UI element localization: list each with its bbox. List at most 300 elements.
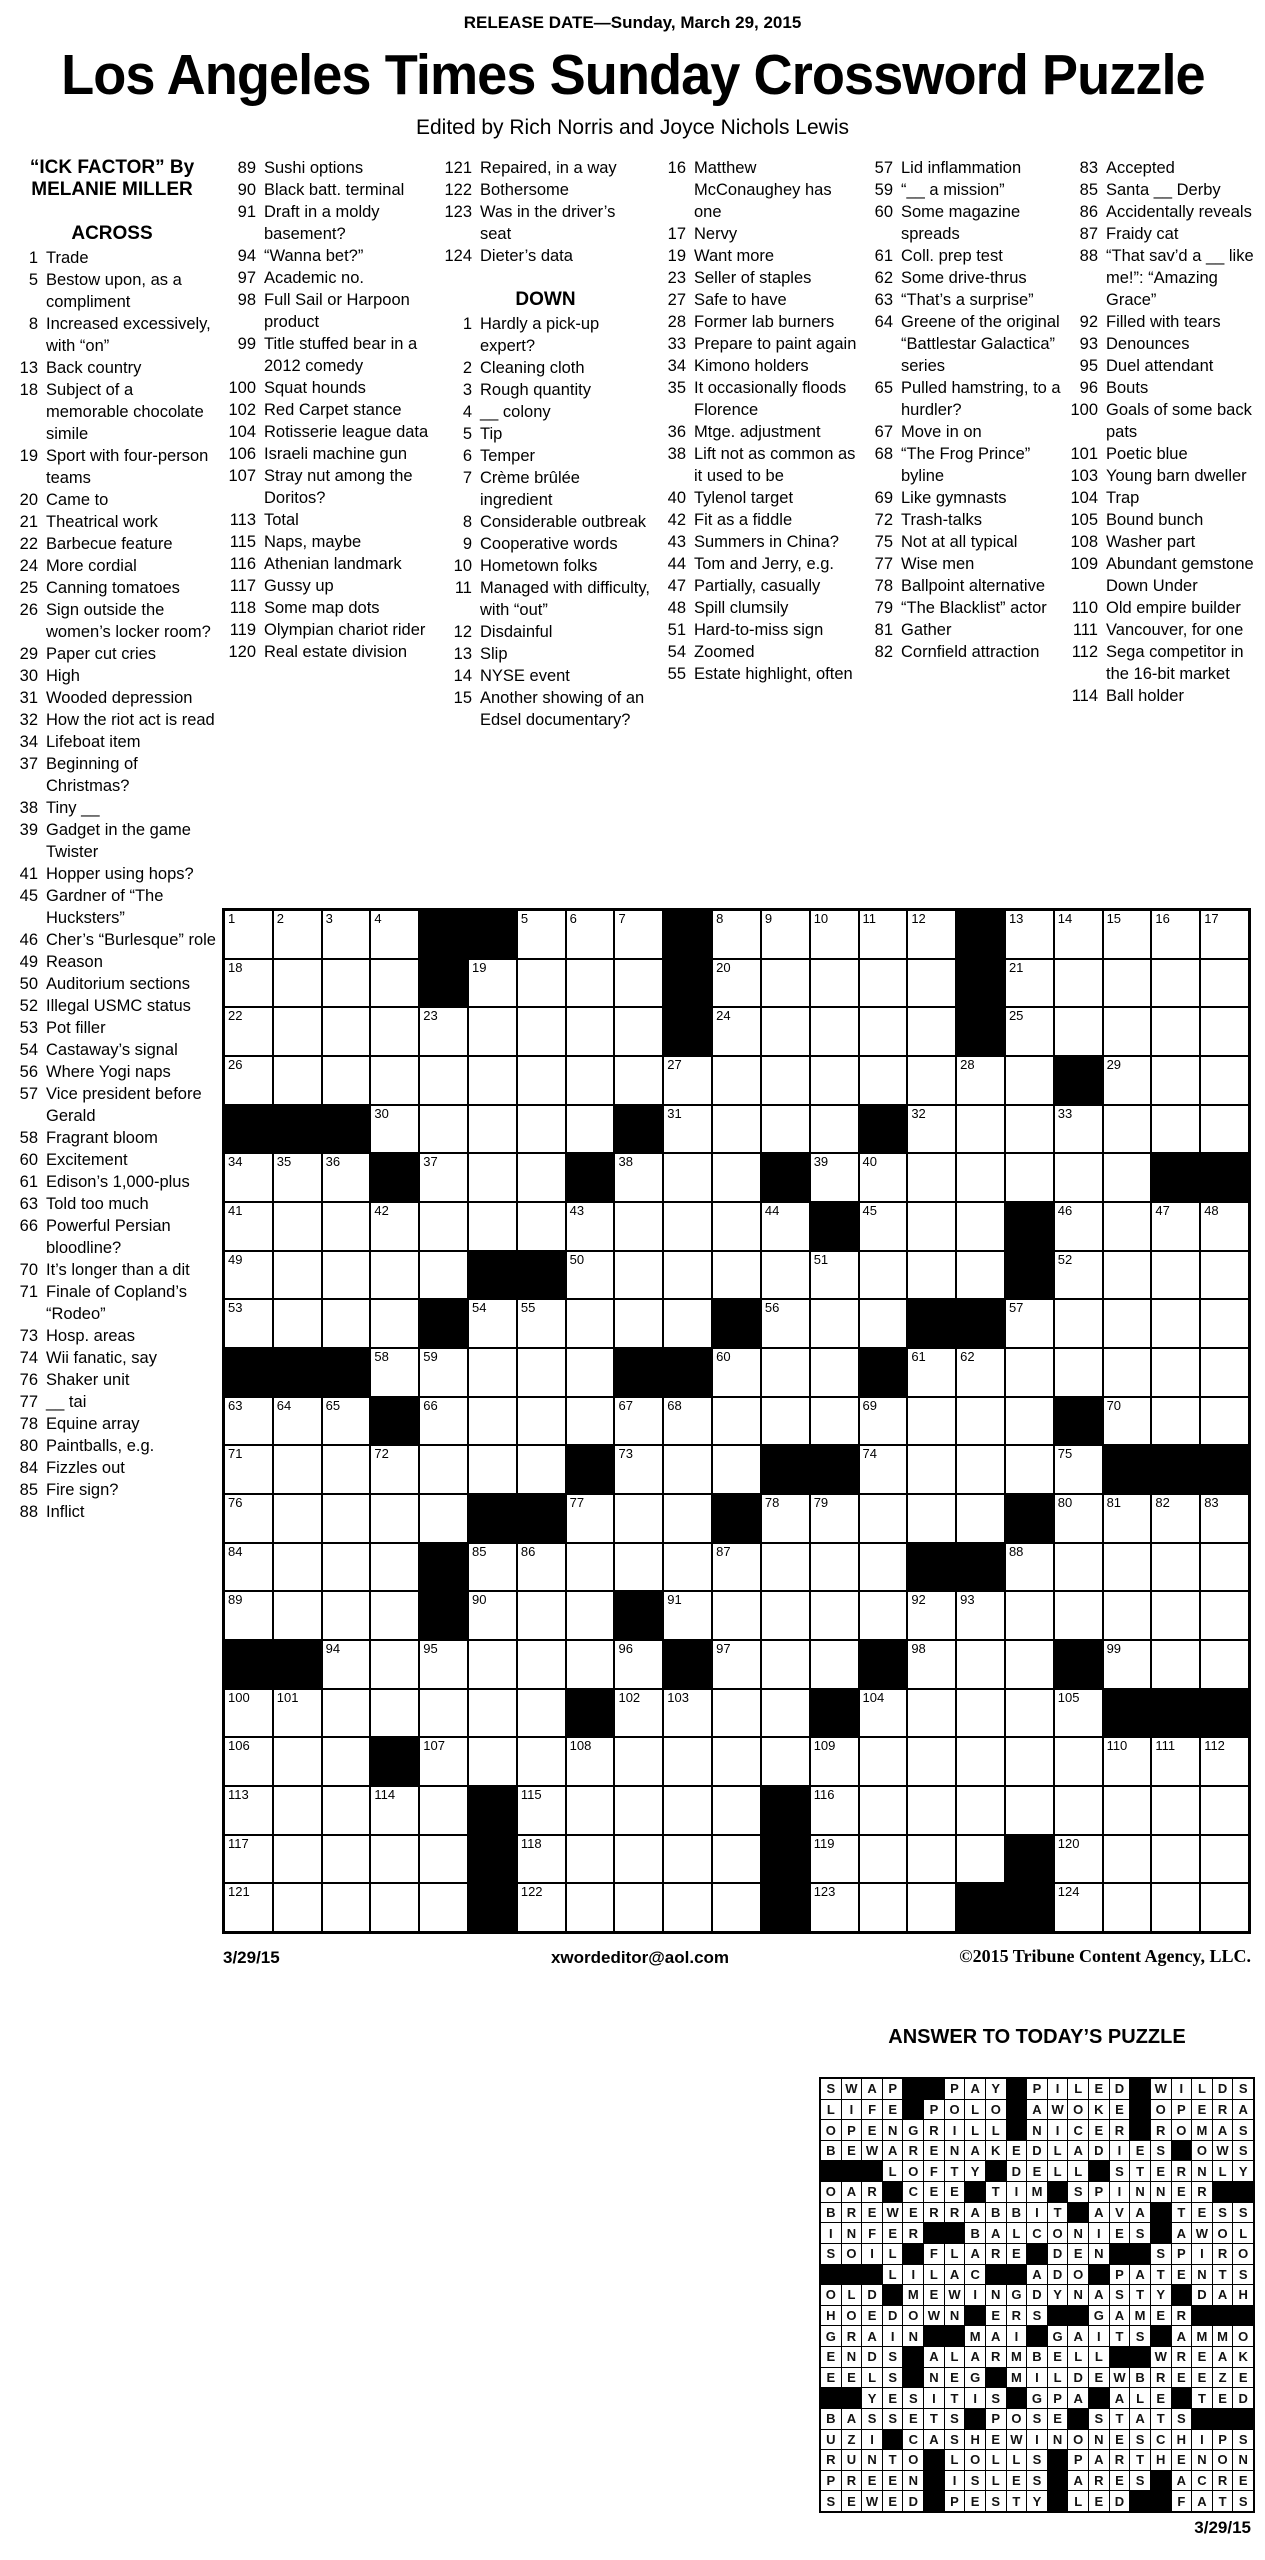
grid-cell[interactable]	[1201, 1106, 1248, 1153]
grid-cell[interactable]	[469, 1641, 516, 1688]
grid-cell[interactable]	[1006, 911, 1053, 958]
grid-cell[interactable]	[1201, 1057, 1248, 1104]
grid-cell[interactable]	[762, 1300, 809, 1347]
grid-cell[interactable]	[1152, 1884, 1199, 1931]
grid-cell[interactable]	[811, 1641, 858, 1688]
grid-cell[interactable]	[713, 1738, 760, 1785]
grid-cell[interactable]	[860, 1300, 907, 1347]
grid-cell[interactable]	[762, 1349, 809, 1396]
grid-cell[interactable]	[225, 1203, 272, 1250]
grid-cell[interactable]	[225, 911, 272, 958]
grid-cell[interactable]	[371, 1495, 418, 1542]
grid-cell[interactable]	[274, 960, 321, 1007]
grid-cell[interactable]	[860, 1446, 907, 1493]
grid-cell[interactable]	[713, 1203, 760, 1250]
grid-cell[interactable]	[713, 1057, 760, 1104]
grid-cell[interactable]	[811, 960, 858, 1007]
grid-cell[interactable]	[1104, 1203, 1151, 1250]
grid-cell[interactable]	[811, 1008, 858, 1055]
grid-cell[interactable]	[420, 1884, 467, 1931]
grid-cell[interactable]	[323, 1057, 370, 1104]
grid-cell[interactable]	[371, 1836, 418, 1883]
grid-cell[interactable]	[713, 1252, 760, 1299]
grid-cell[interactable]	[664, 1446, 711, 1493]
grid-cell[interactable]	[469, 1300, 516, 1347]
grid-cell[interactable]	[713, 1398, 760, 1445]
grid-cell[interactable]	[615, 1641, 662, 1688]
grid-cell[interactable]	[908, 1592, 955, 1639]
grid-cell[interactable]	[469, 1008, 516, 1055]
grid-cell[interactable]	[908, 1008, 955, 1055]
grid-cell[interactable]	[518, 1836, 565, 1883]
grid-cell[interactable]	[1104, 1349, 1151, 1396]
grid-cell[interactable]	[567, 960, 614, 1007]
grid-cell[interactable]	[1104, 1592, 1151, 1639]
grid-cell[interactable]	[420, 1446, 467, 1493]
grid-cell[interactable]	[664, 1544, 711, 1591]
grid-cell[interactable]	[762, 1106, 809, 1153]
grid-cell[interactable]	[469, 960, 516, 1007]
grid-cell[interactable]	[225, 1836, 272, 1883]
grid-cell[interactable]	[225, 1154, 272, 1201]
grid-cell[interactable]	[615, 1057, 662, 1104]
grid-cell[interactable]	[469, 1203, 516, 1250]
grid-cell[interactable]	[762, 960, 809, 1007]
grid-cell[interactable]	[908, 1690, 955, 1737]
grid-cell[interactable]	[664, 1252, 711, 1299]
grid-cell[interactable]	[860, 1154, 907, 1201]
grid-cell[interactable]	[225, 1544, 272, 1591]
grid-cell[interactable]	[1104, 1057, 1151, 1104]
grid-cell[interactable]	[323, 1641, 370, 1688]
grid-cell[interactable]	[420, 1787, 467, 1834]
grid-cell[interactable]	[1055, 960, 1102, 1007]
grid-cell[interactable]	[225, 1057, 272, 1104]
grid-cell[interactable]	[713, 1349, 760, 1396]
grid-cell[interactable]	[860, 1738, 907, 1785]
grid-cell[interactable]	[371, 1300, 418, 1347]
grid-cell[interactable]	[371, 1008, 418, 1055]
grid-cell[interactable]	[615, 1495, 662, 1542]
grid-cell[interactable]	[811, 911, 858, 958]
grid-cell[interactable]	[567, 1544, 614, 1591]
grid-cell[interactable]	[518, 1398, 565, 1445]
grid-cell[interactable]	[615, 1787, 662, 1834]
grid-cell[interactable]	[811, 1349, 858, 1396]
grid-cell[interactable]	[225, 1252, 272, 1299]
grid-cell[interactable]	[518, 1300, 565, 1347]
grid-cell[interactable]	[518, 911, 565, 958]
grid-cell[interactable]	[1152, 1495, 1199, 1542]
grid-cell[interactable]	[908, 1446, 955, 1493]
grid-cell[interactable]	[420, 1738, 467, 1785]
grid-cell[interactable]	[518, 1349, 565, 1396]
grid-cell[interactable]	[1104, 1008, 1151, 1055]
grid-cell[interactable]	[420, 1252, 467, 1299]
grid-cell[interactable]	[274, 1690, 321, 1737]
grid-cell[interactable]	[1201, 911, 1248, 958]
grid-cell[interactable]	[713, 911, 760, 958]
grid-cell[interactable]	[371, 960, 418, 1007]
grid-cell[interactable]	[1104, 1836, 1151, 1883]
grid-cell[interactable]	[1152, 1057, 1199, 1104]
grid-cell[interactable]	[1152, 1203, 1199, 1250]
grid-cell[interactable]	[713, 1106, 760, 1153]
grid-cell[interactable]	[567, 1057, 614, 1104]
grid-cell[interactable]	[420, 1398, 467, 1445]
grid-cell[interactable]	[1006, 1008, 1053, 1055]
grid-cell[interactable]	[1152, 1738, 1199, 1785]
grid-cell[interactable]	[762, 1641, 809, 1688]
grid-cell[interactable]	[1006, 1641, 1053, 1688]
grid-cell[interactable]	[274, 1544, 321, 1591]
grid-cell[interactable]	[323, 911, 370, 958]
grid-cell[interactable]	[518, 1057, 565, 1104]
grid-cell[interactable]	[371, 1787, 418, 1834]
grid-cell[interactable]	[469, 1057, 516, 1104]
grid-cell[interactable]	[908, 1106, 955, 1153]
grid-cell[interactable]	[1152, 1252, 1199, 1299]
grid-cell[interactable]	[1006, 1106, 1053, 1153]
grid-cell[interactable]	[762, 1495, 809, 1542]
grid-cell[interactable]	[420, 1203, 467, 1250]
grid-cell[interactable]	[615, 1008, 662, 1055]
grid-cell[interactable]	[225, 1690, 272, 1737]
grid-cell[interactable]	[274, 1008, 321, 1055]
grid-cell[interactable]	[860, 1495, 907, 1542]
grid-cell[interactable]	[469, 1738, 516, 1785]
grid-cell[interactable]	[420, 1057, 467, 1104]
grid-cell[interactable]	[1201, 1398, 1248, 1445]
grid-cell[interactable]	[811, 1884, 858, 1931]
grid-cell[interactable]	[225, 1446, 272, 1493]
grid-cell[interactable]	[225, 1787, 272, 1834]
grid-cell[interactable]	[664, 1592, 711, 1639]
grid-cell[interactable]	[518, 960, 565, 1007]
grid-cell[interactable]	[518, 1106, 565, 1153]
grid-cell[interactable]	[225, 1592, 272, 1639]
grid-cell[interactable]	[323, 960, 370, 1007]
grid-cell[interactable]	[1201, 1738, 1248, 1785]
grid-cell[interactable]	[908, 1787, 955, 1834]
grid-cell[interactable]	[762, 1203, 809, 1250]
grid-cell[interactable]	[908, 1154, 955, 1201]
grid-cell[interactable]	[1104, 960, 1151, 1007]
grid-cell[interactable]	[1201, 1836, 1248, 1883]
grid-cell[interactable]	[908, 1738, 955, 1785]
grid-cell[interactable]	[1055, 1154, 1102, 1201]
grid-cell[interactable]	[762, 1592, 809, 1639]
grid-cell[interactable]	[1152, 1836, 1199, 1883]
grid-cell[interactable]	[664, 1690, 711, 1737]
grid-cell[interactable]	[323, 1836, 370, 1883]
grid-cell[interactable]	[371, 1641, 418, 1688]
grid-cell[interactable]	[860, 1836, 907, 1883]
grid-cell[interactable]	[1201, 1884, 1248, 1931]
grid-cell[interactable]	[957, 1398, 1004, 1445]
grid-cell[interactable]	[860, 1203, 907, 1250]
grid-cell[interactable]	[957, 1787, 1004, 1834]
grid-cell[interactable]	[518, 1154, 565, 1201]
grid-cell[interactable]	[664, 1203, 711, 1250]
grid-cell[interactable]	[371, 1690, 418, 1737]
grid-cell[interactable]	[1152, 1300, 1199, 1347]
grid-cell[interactable]	[1055, 1203, 1102, 1250]
grid-cell[interactable]	[274, 1836, 321, 1883]
grid-cell[interactable]	[1006, 1446, 1053, 1493]
grid-cell[interactable]	[860, 1787, 907, 1834]
grid-cell[interactable]	[1055, 1008, 1102, 1055]
grid-cell[interactable]	[420, 1349, 467, 1396]
grid-cell[interactable]	[274, 1592, 321, 1639]
grid-cell[interactable]	[1055, 1836, 1102, 1883]
grid-cell[interactable]	[664, 1398, 711, 1445]
grid-cell[interactable]	[469, 1154, 516, 1201]
grid-cell[interactable]	[615, 1154, 662, 1201]
grid-cell[interactable]	[567, 1836, 614, 1883]
grid-cell[interactable]	[1104, 1544, 1151, 1591]
grid-cell[interactable]	[615, 1398, 662, 1445]
grid-cell[interactable]	[1201, 1641, 1248, 1688]
grid-cell[interactable]	[469, 1106, 516, 1153]
grid-cell[interactable]	[518, 1690, 565, 1737]
grid-cell[interactable]	[274, 1398, 321, 1445]
grid-cell[interactable]	[811, 1106, 858, 1153]
grid-cell[interactable]	[225, 1738, 272, 1785]
grid-cell[interactable]	[518, 1544, 565, 1591]
grid-cell[interactable]	[1104, 1300, 1151, 1347]
grid-cell[interactable]	[1104, 911, 1151, 958]
grid-cell[interactable]	[274, 1057, 321, 1104]
grid-cell[interactable]	[615, 1203, 662, 1250]
grid-cell[interactable]	[1152, 1787, 1199, 1834]
grid-cell[interactable]	[762, 1398, 809, 1445]
grid-cell[interactable]	[371, 1106, 418, 1153]
grid-cell[interactable]	[957, 1349, 1004, 1396]
grid-cell[interactable]	[1152, 1398, 1199, 1445]
grid-cell[interactable]	[567, 1203, 614, 1250]
grid-cell[interactable]	[323, 1690, 370, 1737]
grid-cell[interactable]	[908, 1495, 955, 1542]
grid-cell[interactable]	[1104, 1154, 1151, 1201]
grid-cell[interactable]	[811, 1398, 858, 1445]
grid-cell[interactable]	[1152, 1106, 1199, 1153]
grid-cell[interactable]	[664, 1884, 711, 1931]
grid-cell[interactable]	[664, 1738, 711, 1785]
grid-cell[interactable]	[567, 1252, 614, 1299]
grid-cell[interactable]	[811, 1495, 858, 1542]
grid-cell[interactable]	[908, 960, 955, 1007]
grid-cell[interactable]	[615, 1252, 662, 1299]
grid-cell[interactable]	[860, 960, 907, 1007]
grid-cell[interactable]	[1201, 1495, 1248, 1542]
grid-cell[interactable]	[713, 1446, 760, 1493]
grid-cell[interactable]	[420, 1690, 467, 1737]
grid-cell[interactable]	[469, 1690, 516, 1737]
grid-cell[interactable]	[713, 1836, 760, 1883]
grid-cell[interactable]	[908, 1252, 955, 1299]
grid-cell[interactable]	[274, 1787, 321, 1834]
grid-cell[interactable]	[1201, 1008, 1248, 1055]
grid-cell[interactable]	[567, 1106, 614, 1153]
grid-cell[interactable]	[762, 1008, 809, 1055]
grid-cell[interactable]	[957, 1446, 1004, 1493]
grid-cell[interactable]	[957, 1203, 1004, 1250]
grid-cell[interactable]	[567, 1349, 614, 1396]
grid-cell[interactable]	[664, 1495, 711, 1542]
grid-cell[interactable]	[274, 1446, 321, 1493]
grid-cell[interactable]	[274, 1738, 321, 1785]
grid-cell[interactable]	[567, 1738, 614, 1785]
grid-cell[interactable]	[1104, 1787, 1151, 1834]
grid-cell[interactable]	[567, 1884, 614, 1931]
grid-cell[interactable]	[1055, 1300, 1102, 1347]
grid-cell[interactable]	[1006, 1349, 1053, 1396]
grid-cell[interactable]	[1055, 1544, 1102, 1591]
grid-cell[interactable]	[1055, 1690, 1102, 1737]
grid-cell[interactable]	[811, 1300, 858, 1347]
grid-cell[interactable]	[615, 1446, 662, 1493]
grid-cell[interactable]	[860, 1690, 907, 1737]
grid-cell[interactable]	[1055, 1495, 1102, 1542]
grid-cell[interactable]	[1055, 1738, 1102, 1785]
grid-cell[interactable]	[1055, 911, 1102, 958]
grid-cell[interactable]	[957, 1154, 1004, 1201]
grid-cell[interactable]	[274, 1203, 321, 1250]
grid-cell[interactable]	[1055, 1884, 1102, 1931]
grid-cell[interactable]	[615, 1300, 662, 1347]
grid-cell[interactable]	[274, 1495, 321, 1542]
grid-cell[interactable]	[371, 1544, 418, 1591]
grid-cell[interactable]	[811, 1836, 858, 1883]
grid-cell[interactable]	[811, 1787, 858, 1834]
grid-cell[interactable]	[1055, 1446, 1102, 1493]
grid-cell[interactable]	[615, 1836, 662, 1883]
grid-cell[interactable]	[1006, 1592, 1053, 1639]
grid-cell[interactable]	[1152, 960, 1199, 1007]
grid-cell[interactable]	[1152, 1641, 1199, 1688]
grid-cell[interactable]	[1201, 1300, 1248, 1347]
grid-cell[interactable]	[371, 911, 418, 958]
grid-cell[interactable]	[420, 1008, 467, 1055]
grid-cell[interactable]	[1006, 1544, 1053, 1591]
grid-cell[interactable]	[371, 1203, 418, 1250]
grid-cell[interactable]	[1104, 1641, 1151, 1688]
grid-cell[interactable]	[1104, 1398, 1151, 1445]
grid-cell[interactable]	[860, 1008, 907, 1055]
grid-cell[interactable]	[713, 960, 760, 1007]
grid-cell[interactable]	[1201, 1203, 1248, 1250]
grid-cell[interactable]	[1006, 960, 1053, 1007]
grid-cell[interactable]	[957, 1592, 1004, 1639]
grid-cell[interactable]	[615, 1544, 662, 1591]
grid-cell[interactable]	[762, 1252, 809, 1299]
grid-cell[interactable]	[860, 1884, 907, 1931]
grid-cell[interactable]	[1201, 1787, 1248, 1834]
grid-cell[interactable]	[664, 1057, 711, 1104]
grid-cell[interactable]	[664, 1787, 711, 1834]
grid-cell[interactable]	[957, 1106, 1004, 1153]
grid-cell[interactable]	[225, 1398, 272, 1445]
grid-cell[interactable]	[323, 1592, 370, 1639]
grid-cell[interactable]	[957, 1641, 1004, 1688]
grid-cell[interactable]	[860, 1057, 907, 1104]
grid-cell[interactable]	[1152, 1008, 1199, 1055]
grid-cell[interactable]	[225, 1008, 272, 1055]
grid-cell[interactable]	[469, 1398, 516, 1445]
grid-cell[interactable]	[518, 1203, 565, 1250]
grid-cell[interactable]	[1201, 1592, 1248, 1639]
grid-cell[interactable]	[469, 1592, 516, 1639]
grid-cell[interactable]	[713, 1592, 760, 1639]
grid-cell[interactable]	[323, 1738, 370, 1785]
grid-cell[interactable]	[1152, 1349, 1199, 1396]
grid-cell[interactable]	[762, 1738, 809, 1785]
grid-cell[interactable]	[615, 1738, 662, 1785]
grid-cell[interactable]	[811, 1252, 858, 1299]
grid-cell[interactable]	[420, 1836, 467, 1883]
grid-cell[interactable]	[762, 1057, 809, 1104]
grid-cell[interactable]	[1055, 1592, 1102, 1639]
grid-cell[interactable]	[908, 1836, 955, 1883]
grid-cell[interactable]	[908, 1641, 955, 1688]
grid-cell[interactable]	[1006, 1787, 1053, 1834]
grid-cell[interactable]	[567, 1495, 614, 1542]
grid-cell[interactable]	[811, 1592, 858, 1639]
grid-cell[interactable]	[567, 1641, 614, 1688]
grid-cell[interactable]	[323, 1446, 370, 1493]
grid-cell[interactable]	[371, 1446, 418, 1493]
grid-cell[interactable]	[1055, 1106, 1102, 1153]
grid-cell[interactable]	[518, 1592, 565, 1639]
grid-cell[interactable]	[957, 1252, 1004, 1299]
grid-cell[interactable]	[420, 1154, 467, 1201]
grid-cell[interactable]	[957, 1738, 1004, 1785]
grid-cell[interactable]	[860, 1544, 907, 1591]
grid-cell[interactable]	[1055, 1252, 1102, 1299]
grid-cell[interactable]	[225, 960, 272, 1007]
grid-cell[interactable]	[567, 1300, 614, 1347]
grid-cell[interactable]	[664, 1154, 711, 1201]
grid-cell[interactable]	[371, 1349, 418, 1396]
grid-cell[interactable]	[811, 1057, 858, 1104]
grid-cell[interactable]	[567, 1787, 614, 1834]
grid-cell[interactable]	[225, 1884, 272, 1931]
grid-cell[interactable]	[1006, 1690, 1053, 1737]
grid-cell[interactable]	[274, 1154, 321, 1201]
grid-cell[interactable]	[518, 1884, 565, 1931]
grid-cell[interactable]	[762, 1544, 809, 1591]
grid-cell[interactable]	[323, 1154, 370, 1201]
grid-cell[interactable]	[762, 1690, 809, 1737]
grid-cell[interactable]	[371, 1884, 418, 1931]
grid-cell[interactable]	[713, 1008, 760, 1055]
grid-cell[interactable]	[1152, 911, 1199, 958]
grid-cell[interactable]	[1006, 1057, 1053, 1104]
grid-cell[interactable]	[811, 1738, 858, 1785]
grid-cell[interactable]	[1201, 1544, 1248, 1591]
grid-cell[interactable]	[762, 911, 809, 958]
grid-cell[interactable]	[567, 1398, 614, 1445]
grid-cell[interactable]	[469, 1349, 516, 1396]
grid-cell[interactable]	[1006, 1398, 1053, 1445]
grid-cell[interactable]	[957, 1690, 1004, 1737]
grid-cell[interactable]	[567, 911, 614, 958]
grid-cell[interactable]	[274, 1884, 321, 1931]
grid-cell[interactable]	[323, 1495, 370, 1542]
grid-cell[interactable]	[957, 1057, 1004, 1104]
grid-cell[interactable]	[664, 1106, 711, 1153]
